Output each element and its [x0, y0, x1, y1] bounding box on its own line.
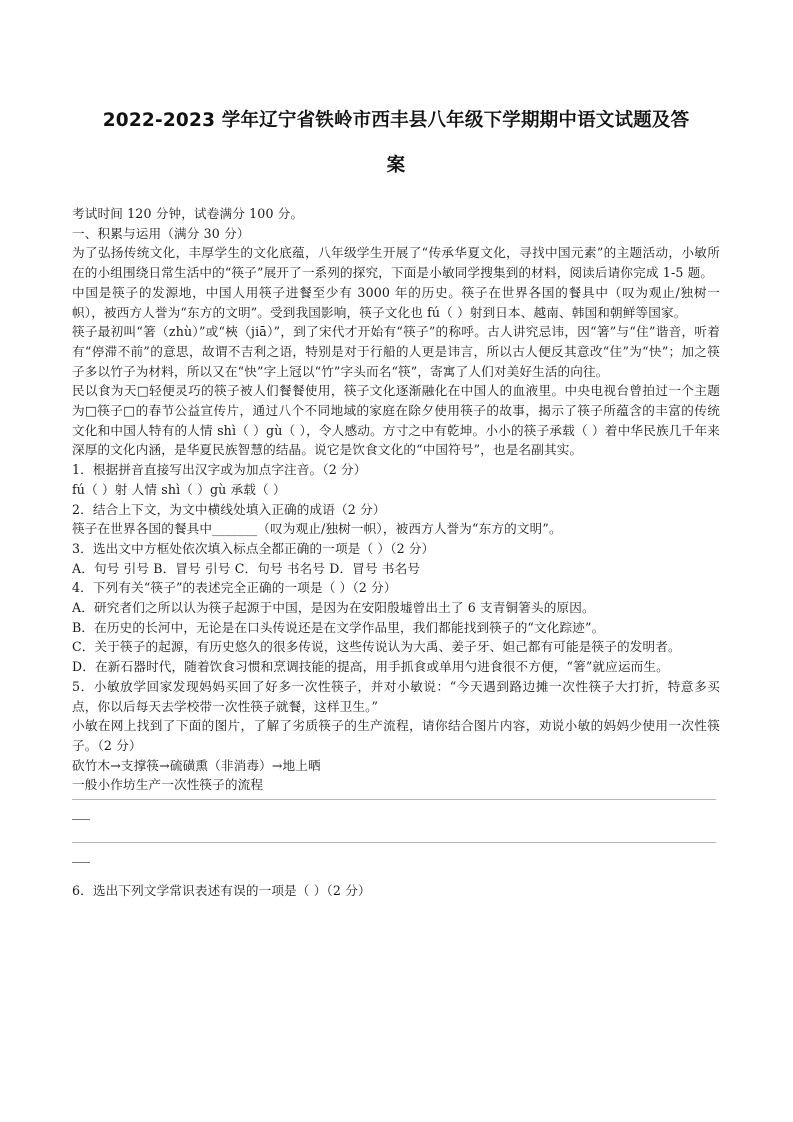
answer-line-2[interactable] [72, 838, 720, 881]
process-caption: 一般小作坊生产一次性筷子的流程 [72, 777, 264, 793]
exam-info: 考试时间 120 分钟，试卷满分 100 分。 [72, 206, 304, 221]
title-line-1: 2022-2023 学年辽宁省铁岭市西丰县八年级下学期期中语文试题及答 [102, 110, 690, 131]
question-1: 1．根据拼音直接写出汉字或为加点字注音。（2 分） [72, 462, 367, 478]
answer-rule [72, 799, 716, 800]
answer-rule-stub [72, 819, 90, 820]
question-5: 5．小敏放学回家发现妈妈买回了好多一次性筷子，并对小敏说：“今天遇到路边摊一次性筷子大打折，特意多买点，你以后每天去学校带一次性筷子就餐，这样卫生。” [72, 678, 720, 714]
document-body [72, 204, 720, 901]
question-2-sentence: 筷子在世界各国的餐具中_______（叹为观止/独树一帜），被西方人誉为“东方的文明”。 [72, 521, 562, 537]
question-4-option-d: D．在新石器时代，随着饮食习惯和烹调技能的提高，用手抓食或单用勺进食很不方便，“箸”就应运而生。 [72, 659, 669, 675]
question-3: 3．选出文中方框处依次填入标点全都正确的一项是（ ）（2 分） [72, 540, 435, 556]
question-3-options: A．句号 引号 B．冒号 引号 C．句号 书名号 D．冒号 书名号 [72, 560, 421, 576]
material-paragraph-2: 筷子最初叫“箸（zhù）”或“梜（jiā）”，到了宋代才开始有“筷子”的称呼。古人讲究忌讳，因“箸”与“住”谐音，听着有“停滞不前”的意思，故谓不吉利之语，特别是对于行船的人更是讳言，所以古人便反其意改“住”为“快”；加之筷子多以竹子为材料，所以又在“快”字上冠以“竹”字头而名“筷”，寄寓了人们对美好生活的向往。 [72, 324, 720, 379]
question-4: 4．下列有关“筷子”的表述完全正确的一项是（ ）（2 分） [72, 580, 397, 596]
question-5-prompt: 小敏在网上找到了下面的图片，了解了劣质筷子的生产流程，请你结合图片内容，劝说小敏的妈妈少使用一次性筷子。（2 分） [72, 718, 720, 753]
question-4-option-b: B．在历史的长河中，无论是在口头传说还是在文学作品里，我们都能找到筷子的“文化踪迹”。 [72, 619, 605, 635]
question-4-option-c: C．关于筷子的起源，有历史悠久的很多传说，这些传说认为大禹、姜子牙、妲己都有可能是筷子的发明者。 [72, 639, 681, 655]
answer-line-1[interactable] [72, 795, 720, 838]
section-heading: 一、积累与运用（满分 30 分） [72, 225, 250, 241]
exam-page [72, 0, 720, 901]
question-6: 6．选出下列文学常识表述有误的一项是（ ）（2 分） [72, 883, 371, 899]
question-1-blanks: fú（ ）射 人情 shì（ ）gù 承载（ ） [72, 481, 286, 497]
document-title [72, 98, 720, 188]
process-flow: 砍竹木→支撑筷→硫磺熏（非消毒）→地上晒 [72, 757, 321, 773]
material-paragraph-3: 民以食为天□轻便灵巧的筷子被人们餐餐使用，筷子文化逐渐融化在中国人的血液里。中央电视台曾拍过一个主题为□筷子□的春节公益宣传片，通过八个不同地域的家庭在除夕使用筷子的故事，揭示了筷子所蕴含的丰富的传统文化和中国人特有的人情 shì（ ）gù（ ），令人感动。方寸之中有乾坤。小小的筷子承载（ ）着中华民族几千年来深厚的文化内涵，是华夏民族智慧的结晶。说它是饮食文化的“中国符号”，也是名副其实。 [72, 383, 720, 458]
answer-rule-stub [72, 862, 90, 863]
material-paragraph-1: 中国是筷子的发源地，中国人用筷子进餐至少有 3000 年的历史。筷子在世界各国的餐具中（叹为观止/独树一帜），被西方人誉为“东方的文明”。受到我国影响，筷子文化也 fú（ ）射到日本、越南、韩国和朝鲜等国家。 [72, 284, 720, 320]
intro-paragraph: 为了弘扬传统文化，丰厚学生的文化底蕴，八年级学生开展了“传承华夏文化，寻找中国元素”的主题活动，小敏所在的小组围绕日常生活中的“筷子”展开了一系列的探究，下面是小敏同学搜集到的材料，阅读后请你完成 1-5 题。 [72, 245, 720, 281]
title-line-2: 案 [386, 155, 406, 176]
question-2: 2．结合上下文，为文中横线处填入正确的成语（2 分） [72, 501, 386, 517]
answer-rule [72, 842, 716, 843]
question-4-option-a: A．研究者们之所以认为筷子起源于中国，是因为在安阳殷墟曾出土了 6 支青铜箸头的原因。 [72, 600, 595, 616]
